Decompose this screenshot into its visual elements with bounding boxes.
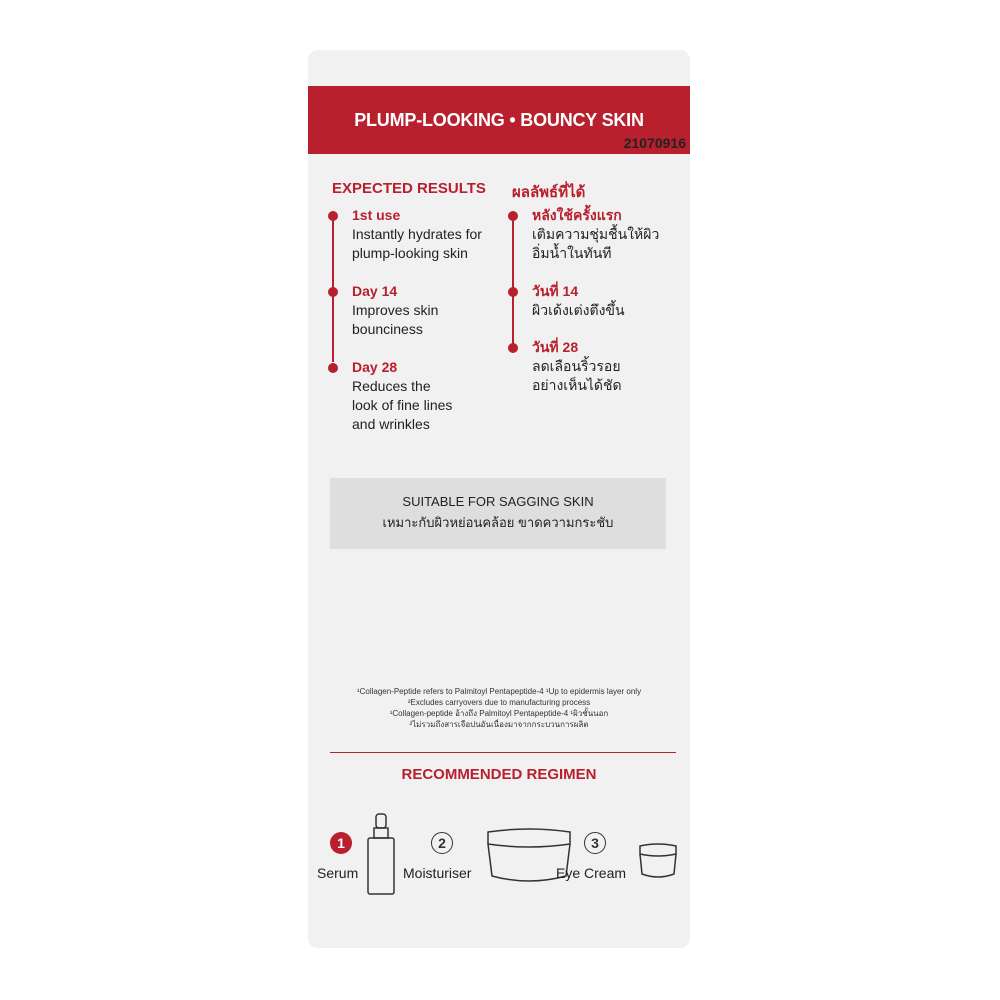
step-desc: Instantly hydrates for (352, 226, 482, 242)
step-desc: ผิวเด้งเต่งตึงขึ้น (532, 302, 625, 318)
step-desc: อิ่มน้ำในทันที (532, 245, 612, 261)
timeline-dot (508, 287, 518, 297)
step-desc: bounciness (352, 321, 423, 337)
suitable-skin-box (330, 478, 666, 549)
results-timeline-th (512, 202, 686, 393)
results-timeline-en (332, 202, 502, 432)
step-title: 1st use (352, 207, 401, 223)
timeline-step (532, 338, 622, 395)
serum-dropper-bottle-icon (366, 812, 396, 896)
step-desc: plump-looking skin (352, 245, 468, 261)
timeline-dot (508, 343, 518, 353)
headline-banner: PLUMP-LOOKING • BOUNCY SKIN (308, 86, 690, 154)
step-desc: look of fine lines (352, 397, 453, 413)
timeline-step (532, 282, 625, 320)
timeline-dot (508, 211, 518, 221)
section-divider (330, 752, 676, 753)
timeline-dot (328, 363, 338, 373)
footnote-line: ¹Collagen-Peptide refers to Palmitoyl Pentapeptide-4 ¹Up to epidermis layer only (356, 687, 642, 696)
timeline-dot (328, 287, 338, 297)
lot-number: 21070916 (623, 135, 686, 151)
footnote-line: ¹Collagen-peptide อ้างถึง Palmitoyl Pentapeptide-4 ¹ผิวชั้นนอก (389, 709, 609, 718)
suitable-text-en: SUITABLE FOR SAGGING SKIN (402, 494, 594, 509)
regimen-title: RECOMMENDED REGIMEN (401, 766, 597, 783)
suitable-text-th: เหมาะกับผิวหย่อนคล้อย ขาดความกระชับ (382, 515, 614, 530)
step-desc: เติมความชุ่มชื้นให้ผิว (532, 226, 660, 242)
step-number-badge: 2 (431, 832, 453, 854)
step-number-badge: 3 (584, 832, 606, 854)
step-title: Day 14 (352, 283, 398, 299)
expected-results-title-th: ผลลัพธ์ที่ได้ (512, 184, 586, 201)
step-number-badge: 1 (330, 832, 352, 854)
regimen-label-moisturiser: Moisturiser (403, 865, 472, 881)
timeline-dot (328, 211, 338, 221)
step-title: Day 28 (352, 359, 398, 375)
timeline-step (352, 206, 482, 263)
footnote-line: ²ไม่รวมถึงสารเจือปนอันเนื่องมาจากกระบวนการผลิต (409, 720, 589, 729)
step-desc: Improves skin (352, 302, 439, 318)
timeline-line (512, 212, 514, 347)
step-title: วันที่ 28 (532, 339, 579, 355)
step-desc: and wrinkles (352, 416, 430, 432)
product-box-panel (308, 50, 690, 948)
regimen-label-serum: Serum (317, 865, 359, 881)
regimen-label-eye-cream: Eye Cream (556, 865, 627, 881)
footnote-line: ²Excludes carryovers due to manufacturing process (407, 698, 591, 707)
timeline-step (532, 206, 659, 263)
step-title: หลังใช้ครั้งแรก (532, 207, 622, 223)
expected-results-title-en: EXPECTED RESULTS (332, 180, 486, 197)
eye-cream-jar-icon (638, 840, 678, 880)
step-title: วันที่ 14 (532, 283, 579, 299)
timeline-step (352, 282, 438, 339)
step-desc: Reduces the (352, 378, 431, 394)
step-desc: อย่างเห็นได้ชัด (532, 377, 622, 393)
timeline-step (352, 358, 452, 434)
footnotes (308, 686, 690, 730)
step-desc: ลดเลือนริ้วรอย (532, 358, 621, 374)
